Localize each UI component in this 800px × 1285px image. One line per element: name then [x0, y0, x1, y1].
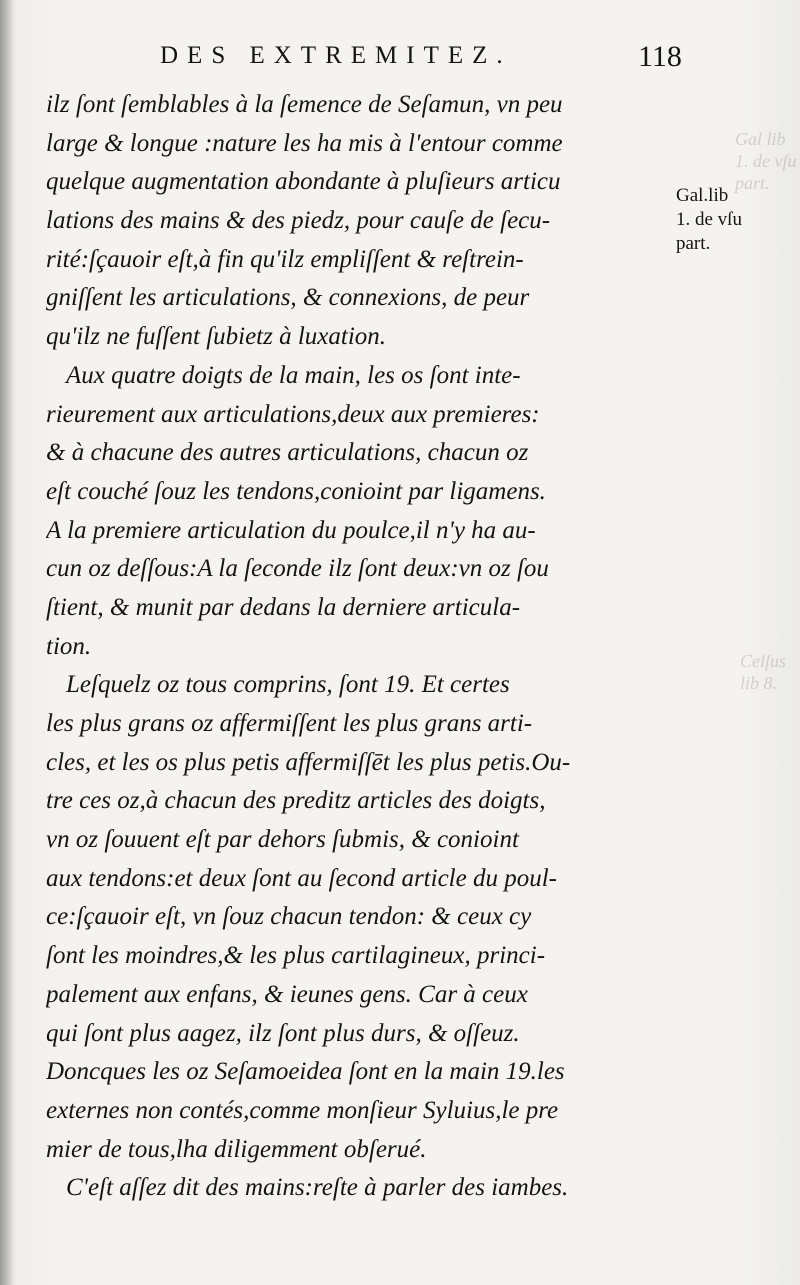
bleed-through-mid — [740, 650, 786, 694]
gutter-shadow — [0, 0, 14, 1285]
text-line: tre ces oz,à chacun des preditz articles des doigts, — [46, 787, 546, 815]
text-line: Aux quatre doigts de la main, les os ſont inte- — [66, 361, 521, 389]
text-line: C'eſt aſſez dit des mains:reſte à parler des iambes. — [66, 1174, 569, 1202]
text-line: Leſquelz oz tous comprins, ſont 19. Et certes — [66, 671, 510, 699]
text-line: les plus grans oz affermiſſent les plus grans arti- — [46, 710, 533, 737]
text-line: qu'ilz ne fuſſent ſubietz à luxation. — [46, 323, 387, 351]
text-line: aux tendons:et deux ſont au ſecond article du poul- — [46, 864, 557, 892]
margin-note-line: part. — [676, 233, 711, 254]
text-line: rieurement aux articulations,deux aux premieres: — [46, 400, 540, 428]
text-line: Doncques les oz Seſamoeidea ſont en la main 19.les — [46, 1058, 565, 1086]
text-line: palement aux enfans, & ieunes gens. Car à ceux — [46, 980, 528, 1008]
bleed-line: Celſus — [740, 651, 787, 671]
text-line: tion. — [46, 632, 92, 660]
text-line: lations des mains & des piedz, pour cauſe de ſecu- — [46, 207, 551, 235]
text-line: qui ſont plus aagez, ilz ſont plus durs, & oſſeuz. — [46, 1019, 520, 1047]
text-line: large & longue :nature les ha mis à l'entour comme — [46, 129, 563, 157]
text-line: & à chacune des autres articulations, chacun oz — [46, 439, 529, 467]
body-text — [46, 86, 668, 1208]
margin-note — [676, 184, 796, 256]
text-line: A la premiere articulation du poulce,il n'y ha au- — [46, 516, 536, 544]
text-line: cles, et les os plus petis affermiſſēt les plus petis.Ou- — [46, 748, 571, 776]
text-line: vn oz ſouuent eſt par dehors ſubmis, & conioint — [46, 826, 519, 854]
text-line: cun oz deſſous:A la ſeconde ilz ſont deux:vn oz ſou — [46, 555, 549, 583]
bleed-line: lib 8. — [740, 673, 778, 693]
page-number: 118 — [638, 40, 682, 73]
text-line: rité:ſçauoir eſt,à fin qu'ilz empliſſent & reſtrein- — [46, 245, 524, 273]
bleed-line: 1. de vſu — [735, 151, 797, 171]
text-line: ſont les moindres,& les plus cartilagineux, princi- — [46, 942, 546, 970]
text-line: quelque augmentation abondante à pluſieurs articu — [46, 168, 561, 196]
running-title: DES EXTREMITEZ. — [160, 42, 512, 69]
text-line: externes non contés,comme monſieur Syluius,le pre — [46, 1096, 559, 1124]
text-line: ce:ſçauoir eſt, vn ſouz chacun tendon: & ceux cy — [46, 903, 532, 931]
text-line: ilz ſont ſemblables à la ſemence de Seſamun, vn peu — [46, 91, 563, 118]
margin-note-line: Gal.lib — [676, 185, 729, 206]
margin-note-line: 1. de vſu — [676, 209, 742, 230]
text-line: ſtient, & munit par dedans la derniere articula- — [46, 593, 521, 621]
text-line: mier de tous,lha diligemment obſerué. — [46, 1135, 427, 1163]
text-line: gniſſent les articulations, & connexions, de peur — [46, 284, 530, 312]
bleed-line: part. — [735, 173, 770, 193]
text-line: eſt couché ſouz les tendons,conioint par ligamens. — [46, 477, 546, 505]
bleed-line: Gal lib — [735, 129, 786, 149]
